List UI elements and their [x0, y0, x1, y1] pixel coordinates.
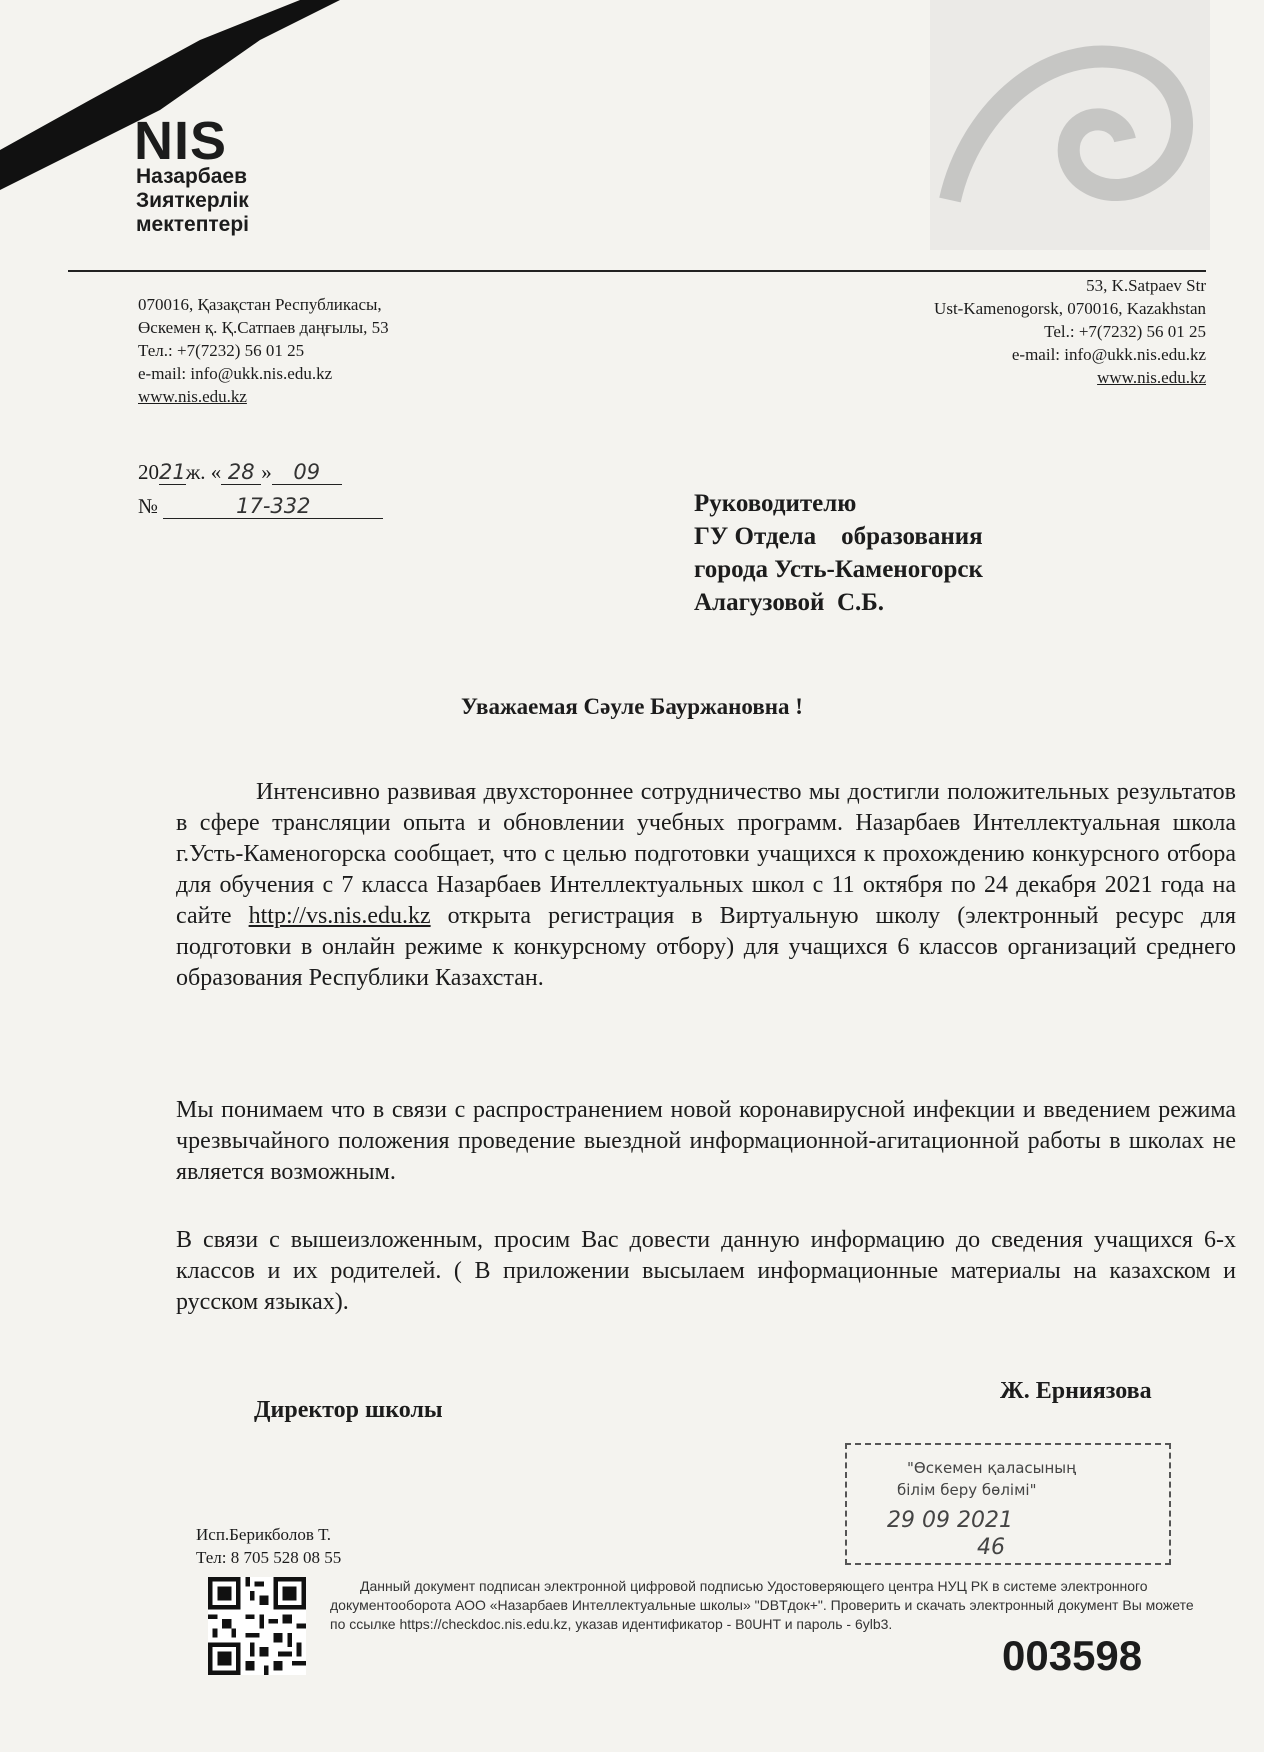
- header-divider: [68, 270, 1206, 272]
- virtual-school-link[interactable]: http://vs.nis.edu.kz: [248, 903, 431, 929]
- logo-subtitle: Назарбаев Зияткерлік мектептері: [136, 165, 249, 236]
- registration-number: № 17-332: [138, 494, 383, 519]
- stamp-date: 29 09 2021: [887, 1508, 1013, 1533]
- e-signature-notice: Данный документ подписан электронной цифровой подписью Удостоверяющего центра НУЦ РК в системе электронного документооборота АОО «Назарбаев Интеллектуальные школы» "DBTдок+". Проверить и скачать электронный документ Вы можете по ссылке https://checkdoc.nis.edu.kz, указав идентификатор - B0UHT и пароль - 6ylb3.: [330, 1578, 1194, 1632]
- executor-info: Исп.Берикболов Т. Тел: 8 705 528 08 55: [196, 1525, 342, 1567]
- stamp-number: 46: [977, 1535, 1005, 1560]
- qr-code-icon: [208, 1577, 306, 1675]
- document-number: 003598: [1002, 1632, 1143, 1679]
- body-paragraph-3: В связи с вышеизложенным, просим Вас довести данную информацию до сведения учащихся 6-х классов и их родителей. ( В приложении высылаем информационные материалы на казахском и русском языках).: [176, 1227, 1236, 1315]
- address-kazakh: 070016, Қазақстан Республикасы, Өскемен қ. Қ.Сатпаев даңғылы, 53 Тел.: +7(7232) 56 01 25 e-mail: info@ukk.nis.edu.kz www.nis.edu.kz: [138, 295, 389, 406]
- signatory-title: Директор школы: [254, 1397, 443, 1423]
- salutation: Уважаемая Сәуле Бауржановна !: [461, 694, 803, 719]
- body-paragraph-1: Интенсивно развивая двухстороннее сотрудничество мы достигли положительных результатов в сфере трансляции опыта и обновлении учебных программ. Назарбаев Интеллектуальная школа г.Усть-Каменогорска сообщает, что с целью подготовки учащихся к прохождению конкурсного отбора для обучения с 7 класса Назарбаев Интеллектуальных школ с 11 октября по 24 декабря 2021 года на сайте http://vs.nis.edu.kz открыта регистрация в Виртуальную школу (электронный ресурс для подготовки в онлайн режиме к конкурсному отбору) для учащихся 6 классов организаций среднего образования Республики Казахстан.: [176, 779, 1237, 991]
- incoming-stamp: "Өскемен қаласының білім беру бөлімі" 29 09 2021 46: [845, 1443, 1171, 1565]
- nis-logo: NIS: [134, 111, 228, 171]
- registration-date: 2021ж. « 28 » 09: [138, 460, 342, 485]
- website-link-en[interactable]: www.nis.edu.kz: [1097, 368, 1206, 387]
- website-link[interactable]: www.nis.edu.kz: [138, 387, 247, 406]
- addressee-block: Руководителю ГУ Отдела образования города Усть-Каменогорск Алагузовой С.Б.: [694, 490, 983, 616]
- signatory-name: Ж. Ерниязова: [1000, 1378, 1152, 1404]
- body-paragraph-2: Мы понимаем что в связи с распространением новой коронавирусной инфекции и введением режима чрезвычайного положения проведение выездной информационной-агитационной работы в школах не является возможным.: [176, 1097, 1236, 1185]
- logo-swirl-ornament: [930, 0, 1210, 250]
- address-english: 53, K.Satpaev Str Ust-Kamenogorsk, 070016, Kazakhstan Tel.: +7(7232) 56 01 25 e-mail: info@ukk.nis.edu.kz www.nis.edu.kz: [934, 276, 1206, 387]
